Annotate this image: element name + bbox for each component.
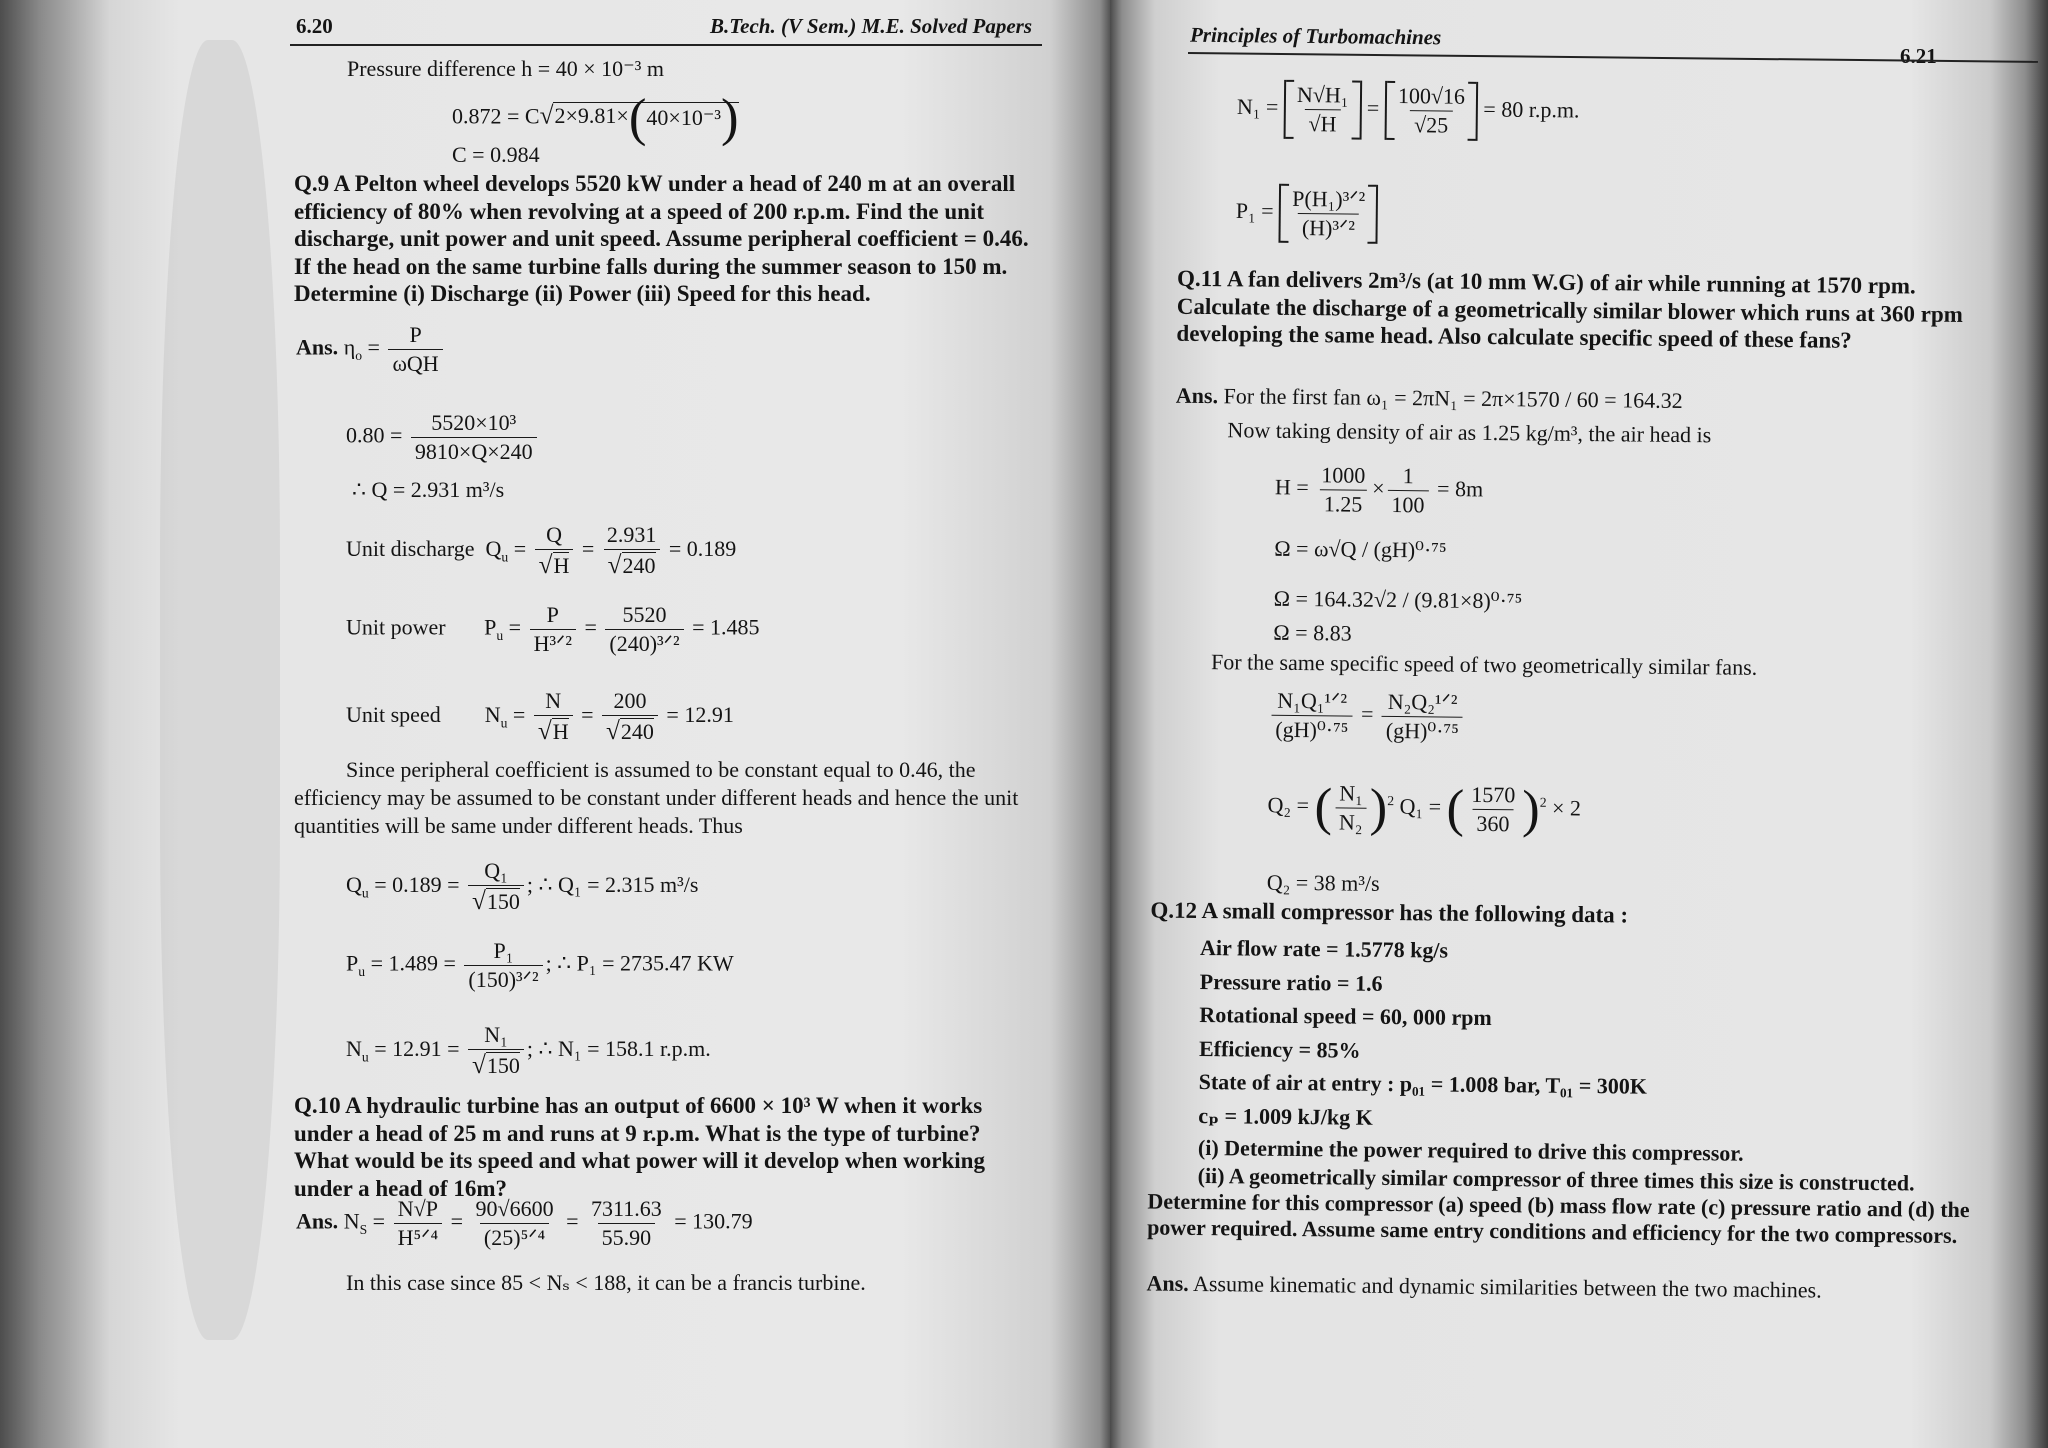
epu-num: P₁ (493, 938, 514, 963)
eh-f1d: 1.25 (1320, 489, 1367, 517)
right-content (1110, 0, 2048, 1448)
data-line-state: State of air at entry : p₀₁ = 1.008 bar, T₀₁ = 300K (1198, 1068, 1648, 1099)
us-f1n: N (545, 688, 562, 713)
eh-x: × (1372, 475, 1385, 501)
unit-power-label: Unit power (346, 614, 446, 640)
epu-lhs: P (346, 950, 359, 976)
ans-label-right: Ans. (1175, 382, 1219, 409)
equ-tail: ; ∴ Q₁ = 2.315 m³/s (526, 872, 699, 898)
eq080-lhs: 0.80 = (346, 422, 408, 448)
en1-bnum: 100√16 (1397, 83, 1466, 109)
equ-sub: u (361, 885, 369, 901)
enu-lhs: N (346, 1036, 362, 1062)
er-eq: = (1360, 701, 1374, 727)
up-res: = 1.485 (692, 614, 760, 640)
eq-nu: $N_u = 12.91$ = $\frac{\text{N₁}}{√150}$ ; ∴ N₁ = 158.1 r.p.m. (346, 1022, 711, 1079)
ep1-num: P(H₁)³ᐟ² (1292, 185, 1366, 212)
eq2-tail: × 2 (1551, 795, 1582, 821)
question-q9 (294, 170, 1039, 308)
density-line: Now taking density of air as 1.25 kg/m³, the air head is (1227, 417, 1712, 448)
ens-sub: S (359, 1221, 368, 1237)
right-page (1110, 0, 2048, 1448)
equ-lhs: Q (346, 872, 362, 898)
ans-last (1146, 1270, 1821, 1303)
eta-den: ωQH (388, 349, 442, 377)
question-q12 (1150, 896, 1628, 929)
us-res: = 12.91 (666, 702, 734, 728)
eq-unit-discharge: Unit discharge $Q_u$ = $\frac{Q}{√H}$ = $\frac{2.931}{√240}$ = 0.189 (346, 522, 737, 579)
pressure-line: Pressure difference h = 40 × 10⁻³ m (347, 56, 664, 81)
data-line-flow: Air flow rate = 1.5778 kg/s (1199, 934, 1449, 963)
eq2-mid: Q₁ = (1399, 793, 1447, 820)
header-rule (290, 44, 1042, 46)
eq-omega-2: Ω = 164.32√2 / (9.81×8)⁰·⁷⁵ (1273, 585, 1523, 614)
ud-f2n: 2.931 (606, 522, 657, 547)
q12-part-i: (i) Determine the power required to drive this compressor. (1197, 1134, 1744, 1166)
up-f2n: 5520 (622, 602, 667, 627)
eq-h (1275, 462, 1484, 519)
unit-discharge-label: Unit discharge (346, 536, 475, 562)
ens-f2n: 90√6600 (475, 1196, 554, 1221)
eq080-num: 5520×10³ (431, 410, 517, 435)
eq080-den: 9810×Q×240 (411, 437, 537, 465)
er-f1n: N₁Q₁¹ᐟ² (1277, 687, 1348, 714)
running-head-right: Principles of Turbomachines (1189, 22, 1442, 50)
up-sym: P (484, 614, 497, 640)
running-head: B.Tech. (V Sem.) M.E. Solved Papers (710, 14, 1033, 38)
ans-label-q10: Ans. (296, 1208, 339, 1234)
ens-f2d: (25)⁵ᐟ⁴ (480, 1223, 549, 1251)
eq-c: C = 0.984 (452, 142, 540, 167)
us-f2d: 240 (620, 719, 654, 744)
q9-text: A Pelton wheel develops 5520 kW under a head of 240 m at an overall efficiency of 80% when revolving at a speed of 200 r.p.m. Find the unit discharge, unit power and unit speed. Assume peripheral coefficient = 0.46. If the head on the same turbine falls during the summer season to 150 m. Determine (i) Discharge (ii) Power (iii) Speed for this head. (294, 171, 1029, 306)
en1-res: = 80 r.p.m. (1483, 96, 1580, 123)
q11-label: Q.11 (1176, 265, 1223, 292)
ud-sym: Q (485, 536, 502, 562)
eq2-lhs: Q₂ = (1267, 792, 1315, 818)
data-line-pressure: Pressure ratio = 1.6 (1199, 968, 1383, 996)
eq2-f2d: 360 (1472, 809, 1513, 837)
epu-tail: ; ∴ P₁ = 2735.47 KW (545, 950, 734, 976)
eq-discharge-coefficient: 0.872 = C√2×9.81× ( 40×10⁻³ ) (452, 89, 739, 147)
ans-label-last: Ans. (1146, 1270, 1189, 1296)
q10-label: Q.10 (294, 1093, 341, 1118)
eq-080 (346, 410, 540, 465)
eta-symbol: η (343, 334, 356, 360)
eq2-f1d: N₂ (1335, 807, 1367, 835)
question-q10 (294, 1092, 1039, 1202)
ens-f3d: 55.90 (598, 1223, 656, 1251)
eq-unit-speed: Unit speed $N_u$ = $\frac{N}{√H}$ = $\frac{200}{√240}$ = 12.91 (346, 688, 734, 745)
ud-f1n: Q (546, 522, 562, 547)
eq-unit-power: Unit power $P_u$ = $\frac{P}{\text{H³ᐟ²}}$ = $\frac{5520}{\text{(240)³ᐟ²}}$ = 1.485 (346, 602, 760, 656)
ens-res: = 130.79 (674, 1208, 753, 1234)
ens-f3n: 7311.63 (591, 1196, 662, 1221)
en1-anum: N√H₁ (1296, 81, 1349, 108)
eh-f2n: 1 (1402, 463, 1414, 489)
ud-f2d: 240 (622, 553, 656, 578)
eq-q-result: ∴ Q = 2.931 m³/s (352, 477, 505, 502)
en1-bden: √25 (1410, 110, 1452, 138)
en1-lhs: N₁ = (1236, 93, 1284, 120)
ans-label: Ans. (296, 334, 339, 360)
data-line-speed: Rotational speed = 60, 000 rpm (1199, 1001, 1492, 1031)
equ-num: Q₁ (484, 858, 508, 883)
francis-line: In this case since 85 < Nₛ < 188, it can be a francis turbine. (346, 1270, 866, 1295)
ud-f1d: H (553, 553, 570, 578)
q12-text: A small compressor has the following data : (1201, 898, 1629, 928)
eh-res: = 8m (1436, 475, 1484, 502)
up-f1n: P (546, 602, 559, 627)
enu-num: N₁ (484, 1022, 508, 1047)
q12-part-ii: (ii) A geometrically similar compressor of three times this size is constructed. Determine for this compressor (a) speed (b) mass flow rate (c) pressure ratio and (d) the power required. Assume same entry conditions and efficiency for the two compressors. (1147, 1162, 1970, 1248)
up-f2d: (240)³ᐟ² (605, 629, 683, 657)
ens-f1n: N√P (397, 1196, 438, 1221)
page-number-right: 6.21 (1900, 44, 1937, 68)
eta-eq: = (362, 334, 386, 360)
ens-lhs: N (343, 1208, 360, 1234)
epu-sub: u (358, 963, 366, 979)
er-f1d: (gH)⁰·⁷⁵ (1271, 715, 1352, 744)
enu-sub: u (361, 1049, 369, 1065)
equ-val: = 0.189 = (374, 872, 460, 898)
ans-first-fan (1176, 383, 1683, 414)
equ-den: 150 (486, 889, 520, 914)
eh-f1n: 1000 (1321, 462, 1366, 488)
eh-lhs: H = (1274, 474, 1315, 500)
eq-ns: Ans. $N_S$ = $\frac{N√P}{\text{H⁵ᐟ⁴}}$ = $\frac{90√6600}{\text{(25)⁵ᐟ⁴}}$ = $\frac{7311.63}{55.90}$ = 130.79 (296, 1196, 753, 1250)
compressor-data (1198, 931, 1648, 1137)
up-sub: u (496, 627, 504, 643)
q12-label: Q.12 (1150, 897, 1198, 923)
eq-qu: $Q_u = 0.189$ = $\frac{\text{Q₁}}{√150}$ ; ∴ Q₁ = 2.315 m³/s (346, 858, 699, 915)
eq1-paren: 40×10⁻³ (646, 105, 722, 131)
ep1-lhs: P₁ = (1235, 197, 1280, 224)
eq-omega-3: Ω = 8.83 (1273, 619, 1352, 646)
ens-f1d: H⁵ᐟ⁴ (394, 1223, 443, 1251)
eq2-f1n: N₁ (1339, 780, 1363, 806)
paragraph-since: Since peripheral coefficient is assumed to be constant equal to 0.46, the efficiency may be assumed to be constant under different heads and hence the unit quantities will be same under different heads. Thus (294, 757, 1019, 838)
eq-q2: Q₂ = ( $\frac{\text{N₁}}{\text{N₂}}$ ) $^2$ Q₁ = ( $\frac{1570}{360}$ ) $^2$ × 2 (1267, 778, 1582, 839)
eq1-rad: 2×9.81× (554, 103, 629, 129)
us-sym: N (484, 702, 501, 728)
same-speed-line: For the same specific speed of two geometrically similar fans. (1210, 649, 1758, 680)
q10-text: A hydraulic turbine has an output of 6600 × 10³ W when it works under a head of 25 m and runs at 9 r.p.m. What is the type of turbine? What would be its speed and what power will it develop when working under a head of 16m? (294, 1093, 985, 1201)
up-f1d: H³ᐟ² (530, 629, 576, 657)
eq-n1: N₁ = $\frac{\text{N√H₁}}{√H}$ = $\frac{100√16}{√25}$ = 80 r.p.m. (1237, 79, 1580, 142)
eq-q2-result: Q₂ = 38 m³/s (1266, 869, 1380, 896)
er-f2d: (gH)⁰·⁷⁵ (1382, 716, 1463, 745)
ans-last-text: Assume kinematic and dynamic similarities between the two machines. (1192, 1270, 1822, 1303)
eq-efficiency (296, 322, 446, 377)
enu-tail: ; ∴ N₁ = 158.1 r.p.m. (526, 1036, 711, 1062)
enu-val: = 12.91 = (374, 1036, 460, 1062)
en1-aden: √H (1304, 109, 1340, 137)
us-f1d: H (552, 719, 569, 744)
page-number: 6.20 (296, 14, 333, 38)
eq-p1 (1235, 183, 1378, 243)
eta-sub: o (355, 347, 363, 363)
data-line-cp: cₚ = 1.009 kJ/kg K (1198, 1102, 1373, 1130)
epu-den: (150)³ᐟ² (464, 965, 542, 993)
eh-f2d: 100 (1387, 490, 1428, 518)
enu-den: 150 (486, 1053, 520, 1078)
ep1-den: (H)³ᐟ² (1298, 213, 1359, 242)
unit-speed-label: Unit speed (346, 702, 441, 728)
us-sub: u (500, 715, 508, 731)
eq2-f2n: 1570 (1471, 781, 1516, 808)
ud-sub: u (501, 549, 509, 565)
question-q11 (1176, 265, 1992, 356)
eta-num: P (409, 322, 422, 347)
epu-val: = 1.489 = (370, 950, 456, 976)
eq-ratio (1268, 688, 1466, 745)
q11-text: A fan delivers 2m³/s (at 10 mm W.G) of air while running at 1570 rpm. Calculate the discharge of a geometrically similar blower which runs at 360 rpm developing the same head. Also calculate specific speed of these fans? (1176, 266, 1964, 353)
eq1-lhs: 0.872 = C (452, 103, 540, 129)
eq-pu (346, 938, 734, 993)
us-f2n: 200 (613, 688, 647, 713)
er-f2n: N₂Q₂¹ᐟ² (1387, 688, 1458, 715)
eq-omega-1: Ω = ω√Q / (gH)⁰·⁷⁵ (1274, 535, 1447, 563)
ans1-text: For the first fan ω₁ = 2πN₁ = 2π×1570 / 60 = 164.32 (1223, 383, 1683, 414)
data-line-efficiency: Efficiency = 85% (1198, 1035, 1361, 1063)
ud-res: = 0.189 (668, 536, 737, 562)
q9-label: Q.9 (294, 171, 330, 196)
